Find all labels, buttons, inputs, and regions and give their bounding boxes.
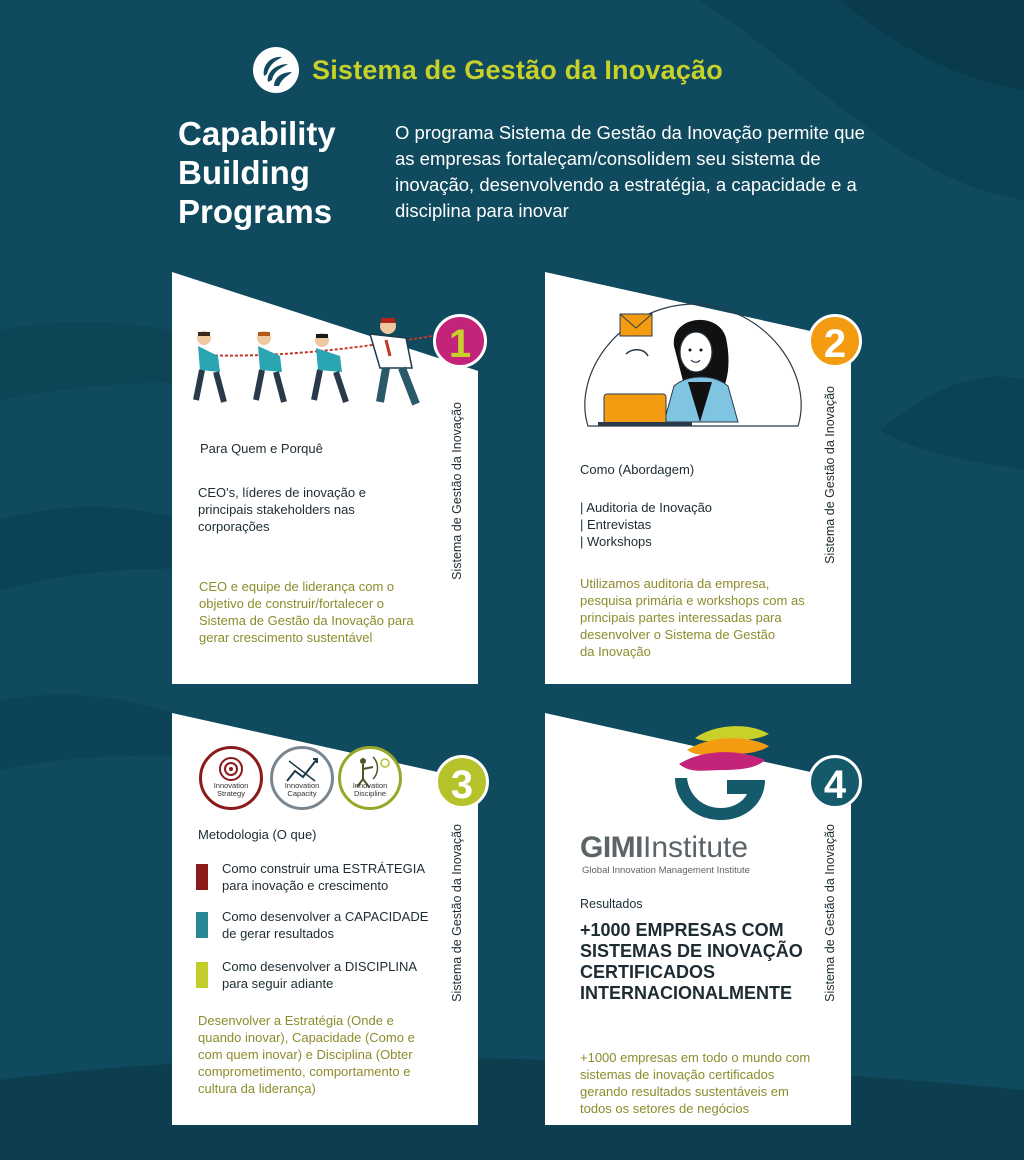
gimi-subtitle: Global Innovation Management Institute bbox=[582, 865, 750, 876]
gimi-g-logo-icon bbox=[252, 46, 300, 94]
woman-laptop-illustration bbox=[578, 296, 808, 436]
strategy-color-bar bbox=[196, 864, 208, 890]
card2-description: Utilizamos auditoria da empresa, pesquisa primária e workshops com as principais partes interessadas para desenvolver o Sistema de Gestão da Inovação bbox=[580, 576, 805, 659]
method-item-capacity: Como desenvolver a CAPACIDADE de gerar resultados bbox=[196, 908, 442, 942]
card3-heading: Metodologia (O que) bbox=[198, 827, 317, 842]
card4-heading: Resultados bbox=[580, 897, 643, 911]
card1-vertical-label: Sistema de Gestão da Inovação bbox=[450, 402, 464, 580]
brand-header bbox=[252, 44, 723, 96]
card4-headline: +1000 EMPRESAS COM SISTEMAS DE INOVAÇÃO CERTIFICADOS INTERNACIONALMENTE bbox=[580, 920, 803, 1003]
card2-heading: Como (Abordagem) bbox=[580, 462, 695, 477]
card2-vertical-label: Sistema de Gestão da Inovação bbox=[823, 386, 837, 564]
archer-icon: Innovation Discipline bbox=[338, 746, 402, 810]
page-title: Capability Building Programs bbox=[178, 115, 336, 230]
discipline-color-bar bbox=[196, 962, 208, 988]
step-badge-2: 2 bbox=[808, 314, 862, 368]
card1-audience: CEO's, líderes de inovação e principais stakeholders nas corporações bbox=[198, 485, 366, 534]
card4-description: +1000 empresas em todo o mundo com sistemas de inovação certificados gerando resultados sustentáveis em todos os setores de negócios bbox=[580, 1050, 811, 1116]
gimi-wordmark: GIMIInstitute bbox=[580, 831, 749, 864]
card2-item-audit: | Auditoria de Inovação bbox=[580, 500, 713, 515]
step-badge-1: 1 bbox=[433, 314, 487, 368]
card2-item-workshops: | Workshops bbox=[580, 534, 652, 549]
gimi-institute-logo bbox=[665, 718, 775, 822]
card2-item-interviews: | Entrevistas bbox=[580, 517, 652, 532]
tug-of-war-illustration bbox=[190, 310, 440, 410]
method-item-discipline: Como desenvolver a DISCIPLINA para seguir adiante bbox=[196, 958, 442, 992]
step-badge-3: 3 bbox=[435, 755, 489, 809]
method-item-strategy: Como construir uma ESTRÁTEGIA para inovação e crescimento bbox=[196, 860, 442, 894]
card3-description: Desenvolver a Estratégia (Onde e quando inovar), Capacidade (Como e com quem inovar) e Disciplina (Obter comprometimento, comportamento e cultura da liderança) bbox=[198, 1013, 415, 1096]
intro-text: O programa Sistema de Gestão da Inovação permite que as empresas fortaleçam/consolidem seu sistema de inovação, desenvolvendo a estratégia, a capacidade e a disciplina para inovar bbox=[395, 122, 865, 221]
brand-title: Sistema de Gestão da Inovação bbox=[312, 54, 723, 85]
card4-vertical-label: Sistema de Gestão da Inovação bbox=[823, 824, 837, 1002]
target-icon: Innovation Strategy bbox=[199, 746, 263, 810]
growth-arrows-icon: Innovation Capacity bbox=[270, 746, 334, 810]
card3-vertical-label: Sistema de Gestão da Inovação bbox=[450, 824, 464, 1002]
card2-items bbox=[580, 499, 780, 550]
card1-description: CEO e equipe de liderança com o objetivo de construir/fortalecer o Sistema de Gestão da Inovação para gerar crescimento sustentável bbox=[199, 579, 414, 645]
step-badge-4: 4 bbox=[808, 755, 862, 809]
capacity-color-bar bbox=[196, 912, 208, 938]
card1-heading: Para Quem e Porquê bbox=[200, 441, 323, 456]
